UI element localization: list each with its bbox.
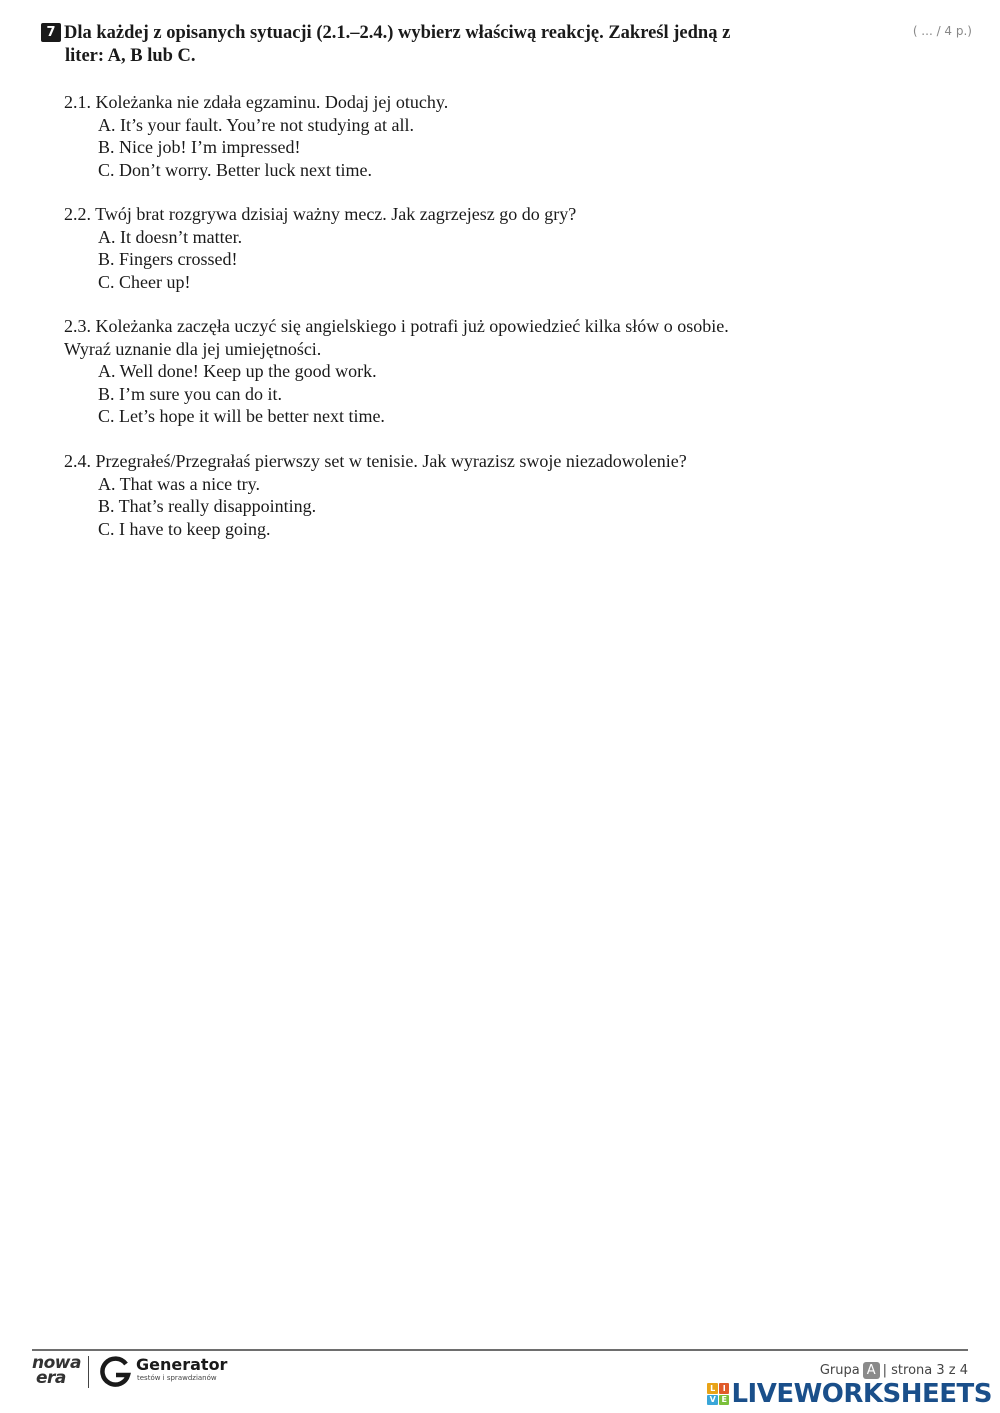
page-info [820, 1362, 968, 1379]
option-a[interactable]: A. It’s your fault. You’re not studying at all. [98, 114, 414, 135]
icon-tile-v: V [707, 1395, 718, 1406]
logo-nowa-text: nowa [32, 1353, 81, 1373]
points-score: ( ... / 4 p.) [912, 24, 972, 38]
question-2-3 [64, 315, 744, 428]
icon-tile-i: I [719, 1383, 730, 1394]
liveworksheets-wordmark: LIVEWORKSHEETS [731, 1379, 992, 1409]
nowa-era-logo [32, 1353, 81, 1388]
question-text: 2.3. Koleżanka zaczęła uczyć się angielskiego i potrafi już opowiedzieć kilka słów o osobie. Wyraź uznanie dla jej umiejętności. [64, 316, 729, 359]
icon-tile-e: E [719, 1395, 730, 1406]
question-text: 2.1. Koleżanka nie zdała egzaminu. Dodaj jej otuchy. [64, 92, 449, 112]
option-a[interactable]: A. It doesn’t matter. [98, 226, 243, 247]
option-c[interactable]: C. Let’s hope it will be better next time. [98, 406, 385, 426]
group-label: Grupa [819, 1363, 860, 1378]
option-b[interactable]: B. That’s really disappointing. [98, 496, 317, 516]
task-header [41, 22, 761, 68]
question-2-2 [64, 203, 744, 293]
footer-divider [32, 1349, 968, 1351]
instruction-line-2: liter: A, B lub C. [65, 46, 196, 66]
liveworksheets-logo[interactable] [707, 1378, 992, 1410]
page-number: | strona 3 z 4 [882, 1363, 968, 1378]
option-c[interactable]: C. I have to keep going. [98, 518, 271, 539]
question-2-1 [64, 91, 744, 181]
liveworksheets-icon [707, 1383, 729, 1405]
question-text: 2.4. Przegrałeś/Przegrałaś pierwszy set w tenisie. Jak wyrazisz swoje niezadowolenie? [64, 451, 687, 471]
logo-separator [88, 1356, 89, 1388]
task-instruction [41, 23, 761, 68]
generator-title: Generator [136, 1355, 228, 1374]
group-badge: A [863, 1362, 880, 1379]
option-b[interactable]: B. I’m sure you can do it. [98, 383, 282, 404]
option-a[interactable]: A. Well done! Keep up the good work. [98, 361, 377, 381]
logo-era-text: era [36, 1368, 66, 1388]
option-b[interactable]: B. Fingers crossed! [98, 249, 238, 269]
instruction-line-1: Dla każdej z opisanych sytuacji (2.1.–2.4.) wybierz właściwą reakcję. Zakreśl jedną z [64, 23, 731, 43]
option-c[interactable]: C. Cheer up! [98, 271, 191, 292]
option-b[interactable]: B. Nice job! I’m impressed! [98, 137, 301, 157]
generator-subtitle: testów i sprawdzianów [137, 1374, 217, 1382]
question-text: 2.2. Twój brat rozgrywa dzisiaj ważny mecz. Jak zagrzejesz go do gry? [64, 204, 577, 224]
option-a[interactable]: A. That was a nice try. [98, 473, 260, 494]
task-number-badge: 7 [41, 23, 61, 42]
generator-g-icon [99, 1355, 133, 1389]
question-2-4 [64, 450, 744, 540]
icon-tile-l: L [707, 1383, 718, 1394]
option-c[interactable]: C. Don’t worry. Better luck next time. [98, 159, 372, 180]
